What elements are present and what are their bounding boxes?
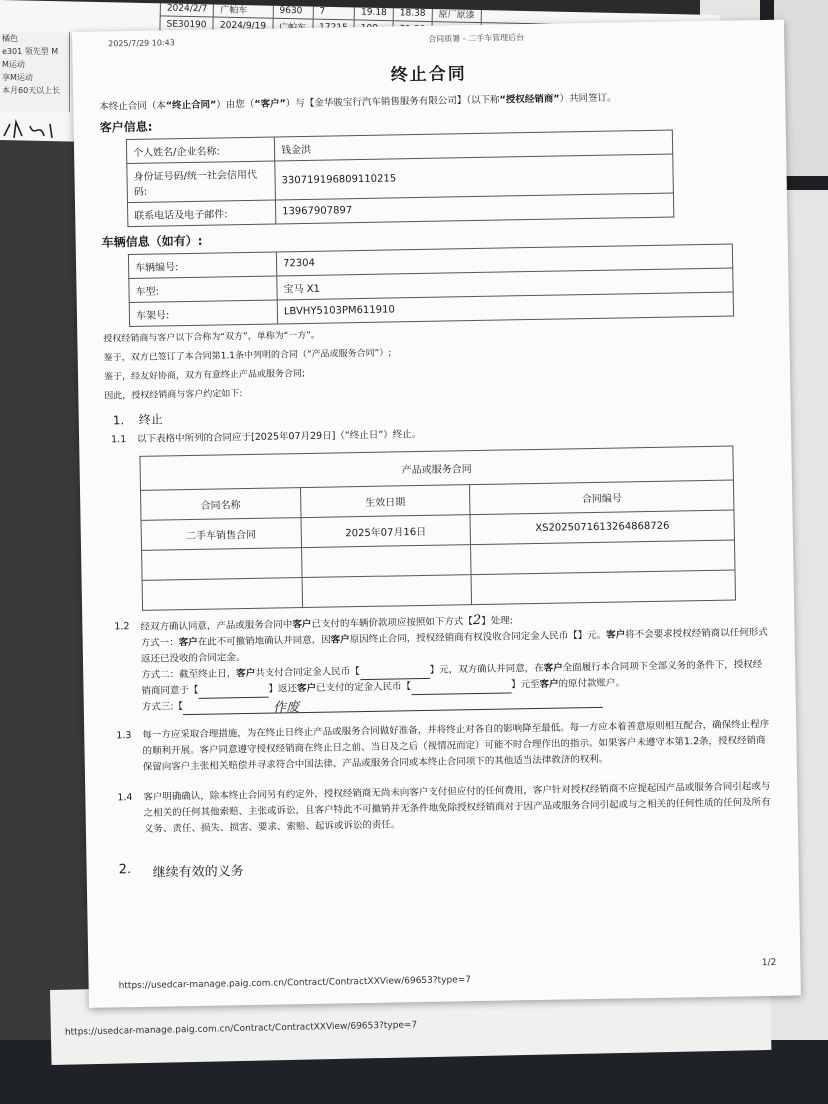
clause-term: 客户 (292, 618, 312, 631)
column-header: 合同编号 (470, 480, 734, 515)
field-label: 车架号: (129, 300, 277, 327)
clause-number: 1.4 (117, 792, 133, 804)
table-cell (471, 540, 735, 575)
strip-line: M运动 (2, 60, 25, 69)
field-value: 72304 (276, 244, 732, 276)
intro-term: “终止合同” (165, 99, 217, 112)
table-cell: 2025年07月16日 (301, 515, 471, 548)
strip-line: 本月60天以上长 (2, 86, 61, 95)
field-label: 个人姓名/企业名称: (126, 137, 274, 164)
page-url: https://usedcar-manage.paig.com.cn/Contract/ContractXXView/69653?type=7 (118, 975, 472, 992)
recital-whereas-2: 鉴于，经友好协商，双方有意终止产品或服务合同; (103, 368, 306, 383)
vehicle-info-label: 车辆信息（如有）: (101, 233, 203, 250)
underlying-page-url: https://usedcar-manage.paig.com.cn/Contract/ContractXXView/69653?type=7 (64, 1020, 418, 1038)
clause-fragment: 经双方确认同意，产品或服务合同中 (140, 619, 293, 633)
recital-parties: 授权经销商与客户以下合称为“双方”，单称为“一方”。 (103, 330, 321, 345)
blank-amount-field (360, 666, 430, 680)
intro-term: “授权经销商” (499, 93, 560, 106)
clause-fragment: 】元至 (510, 678, 540, 691)
field-label: 车型: (129, 276, 277, 303)
table-cell (142, 578, 302, 611)
clause-1-4 (111, 779, 772, 839)
clause-fragment: 方式一： (140, 637, 179, 649)
clause-fragment: 全面履行本合同项下全部义务的条件下，授权经销商同意于【 (141, 659, 763, 697)
intro-text: 本终止合同（本 (99, 100, 166, 113)
clause-1-3 (110, 717, 771, 777)
sheet-cell: 2024/2/7 (160, 0, 214, 17)
clause-fragment: 原因终止合同，授权经销商有权没收合同定金人民币【】元。 (349, 629, 607, 646)
print-datetime: 2025/7/29 10:43 (108, 38, 175, 49)
clause-term: 客户 (543, 662, 563, 674)
clause-number: 1.1 (111, 434, 127, 446)
section-2-heading (112, 851, 772, 882)
clause-term: 客户 (606, 629, 626, 641)
table-cell (301, 545, 471, 578)
clause-fragment: 共支付合同定金人民币【 (255, 666, 360, 679)
field-label: 身份证号码/统一社会信用代码: (127, 161, 276, 203)
clause-term: 客户 (178, 636, 198, 649)
clause-text: 每一方应采取合理措施，为在终止日终止产品或服务合同做好准备，并将终止对各自的影响降至最低。每一方应本着善意原则相互配合，确保终止程序的顺利开展。客户同意遵守授权经销商在终止日之前、当日及之后（视情况而定）可能不时合理作出的指示。如果客户未遵守本第1.2条，授权经销商保留向客户主张相关赔偿并寻求符合中国法律、产品或服务合同或本终止合同项下的其他适当法律救济的权利。 (142, 718, 770, 773)
contract-page (72, 20, 801, 1008)
clause-fragment: 】返还 (268, 683, 298, 695)
clause-fragment: 已支付的车辆价款项应按照如下方式【 (311, 616, 473, 630)
clause-fragment: 】处理: (481, 615, 513, 627)
section-number: 1. (112, 412, 125, 427)
customer-info-table (126, 130, 674, 228)
sheet-cell: 7 (313, 3, 355, 20)
clause-fragment: 的原付款账户。 (558, 677, 626, 690)
recital-therefore: 因此，授权经销商与客户约定如下: (104, 389, 243, 402)
blank-method-field (183, 695, 603, 715)
clause-fragment: 将不会要求授权经销商以任何形式返还已没收的合同定金。 (140, 626, 768, 665)
clause-text: 以下表格中所列的合同应于[2025年07月29日]（“终止日”）终止。 (137, 428, 422, 445)
clause-fragment: 已支付的定金人民币【 (315, 681, 412, 694)
sheet-cell: 19.18 (354, 4, 393, 21)
sheet-cell: 广帕车 (214, 1, 273, 18)
clause-1-2 (108, 608, 770, 717)
intro-text: ）由您（ (216, 98, 255, 111)
page-number: 1/2 (761, 957, 777, 969)
field-value: 13967907897 (275, 193, 673, 224)
sheet-cell: 原厂原漆 (432, 6, 481, 23)
strip-line: e301 领先型 M (2, 47, 59, 56)
sheet-cell: 9630 (273, 2, 313, 19)
handwritten-option: 2 (472, 612, 482, 629)
table-cell (142, 548, 302, 581)
contracts-table (139, 446, 736, 611)
intro-text: ）共同签订。 (559, 92, 617, 105)
clause-term: 客户 (539, 678, 559, 690)
field-value: LBVHY5103PM611910 (277, 292, 733, 324)
field-label: 车辆编号: (128, 252, 276, 279)
strip-line: 橘色 (2, 34, 18, 43)
field-label: 联系电话及电子邮件: (127, 200, 275, 227)
table-caption: 产品或服务合同 (140, 446, 734, 490)
sheet-cell: 2024/9/19 (213, 17, 272, 34)
blank-date-field (198, 685, 268, 699)
clause-text: 客户明确确认，除本终止合同另有约定外，授权经销商无尚未向客户支付但应付的任何费用，客户针对授权经销商不应提起因产品或服务合同引起或与之相关的任何其他索赔、主张或诉讼，且客户特此不可撤销并无条件地免除授权经销商对于因产品或服务合同引起或与之相关的任何性质的任何及所有义务、责任、损失、损害、要求、索赔、起诉或诉讼的责任。 (143, 780, 771, 835)
table-cell (302, 575, 472, 608)
recital-whereas-1: 鉴于，双方已签订了本合同第1.1条中列明的合同（“产品或服务合同”）; (103, 348, 392, 364)
clause-fragment: 方式三:【 (141, 701, 184, 713)
clause-text (140, 608, 770, 716)
vehicle-info-table (128, 243, 734, 327)
clause-fragment: 】元，双方确认并同意，在 (429, 662, 544, 676)
document-title: 终止合同 (390, 64, 467, 86)
intro-text: ）与【金华骏宝行汽车销售服务有限公司】（以下称 (285, 94, 500, 110)
clause-number: 1.3 (116, 730, 132, 742)
section-title: 继续有效的义务 (152, 864, 244, 881)
clause-fragment: 方式二：截至终止日， (141, 668, 237, 681)
field-value: 330719196809110215 (275, 154, 674, 200)
intro-term: “客户” (254, 98, 286, 110)
column-header: 生效日期 (300, 485, 470, 518)
table-cell: 二手车销售合同 (141, 518, 301, 551)
strip-line: 享M运动 (2, 73, 33, 82)
table-cell (471, 570, 735, 605)
customer-info-label: 客户信息: (99, 119, 153, 135)
clause-term: 客户 (236, 667, 256, 680)
handwriting-scribble (0, 118, 60, 147)
sheet-cell: SE30190 (160, 16, 214, 33)
column-header: 合同名称 (141, 488, 301, 521)
field-value: 宝马 X1 (277, 268, 733, 300)
handwritten-void-mark: 作废 (272, 700, 300, 716)
section-title: 终止 (138, 412, 163, 427)
field-value: 钱金洪 (274, 130, 672, 161)
clause-fragment: 在此不可撤销地确认并同意，因 (197, 634, 331, 648)
section-number: 2. (118, 862, 132, 878)
sheet-cell: 18.38 (393, 5, 432, 22)
background-left-strip (0, 32, 70, 112)
table-cell: XS2025071613264868726 (470, 510, 734, 545)
clause-number: 1.2 (114, 621, 130, 633)
clause-term: 客户 (330, 634, 350, 646)
print-system-title: 合同质署 - 二手车管理后台 (428, 33, 525, 44)
clause-term: 客户 (296, 682, 317, 695)
